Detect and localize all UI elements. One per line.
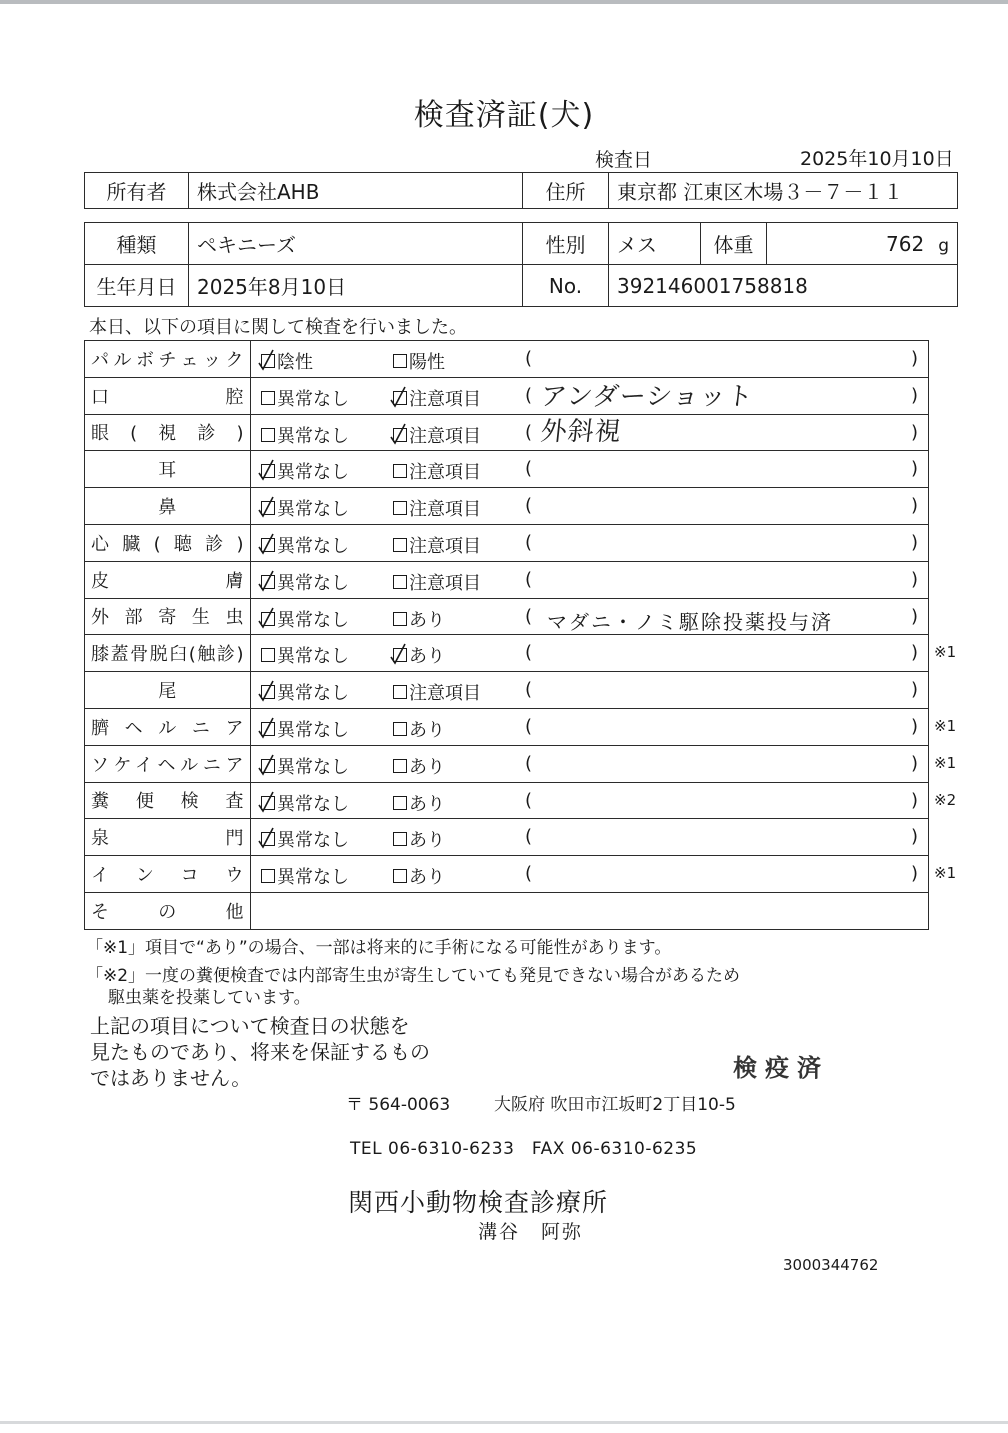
item-options (251, 561, 929, 598)
option-checkbox (393, 863, 445, 889)
checkbox-icon (261, 391, 275, 405)
option-label: あり (409, 793, 445, 815)
option-checkbox (393, 348, 445, 374)
clinic-name: 関西小動物検査診療所 (348, 1188, 609, 1217)
option-label: 異常なし (277, 830, 349, 852)
option-checkbox (261, 826, 349, 852)
item-name: 眼(視診) (85, 414, 251, 451)
option-checkbox (261, 716, 349, 742)
paren-open: ( (525, 531, 533, 553)
paren-close: ) (911, 679, 919, 701)
paren-close: ) (911, 531, 919, 553)
reference-mark: ※1 (934, 717, 957, 735)
option-checkbox (393, 606, 445, 632)
item-options (251, 488, 929, 525)
paren-close: ) (911, 568, 919, 590)
item-note: マダニ・ノミ駆除投薬投与済 (547, 609, 833, 634)
reference-mark: ※1 (934, 864, 957, 883)
item-options (251, 708, 929, 745)
checkbox-icon (393, 648, 407, 662)
inspection-row (85, 451, 929, 488)
inspection-row (85, 819, 929, 856)
option-label: あり (409, 609, 445, 631)
item-options (251, 856, 929, 893)
item-options (251, 745, 929, 782)
option-checkbox (393, 532, 481, 558)
inspection-row (85, 745, 929, 782)
checkbox-icon (393, 354, 407, 368)
option-label: 異常なし (277, 609, 349, 631)
weight-value: 762 (886, 231, 925, 256)
option-label: 注意項目 (409, 572, 481, 594)
item-name: ソケイヘルニア (85, 745, 251, 782)
document-title: 検査済証(犬) (413, 98, 595, 133)
option-label: 陽性 (409, 352, 445, 373)
item-options (251, 782, 929, 819)
option-checkbox (393, 422, 481, 448)
inspection-row (85, 377, 929, 414)
address-label: 住所 (523, 173, 609, 209)
inspection-row (85, 414, 929, 451)
serial-number: 3000344762 (783, 1256, 879, 1274)
paren-close: ) (911, 715, 919, 737)
option-checkbox (261, 753, 349, 779)
checkbox-icon (393, 685, 407, 699)
item-name: インコウ (85, 856, 251, 893)
item-options (251, 414, 929, 451)
checkbox-icon (393, 612, 407, 626)
item-options (251, 451, 929, 488)
reference-mark: ※1 (934, 753, 957, 772)
option-label: 異常なし (277, 756, 349, 778)
check-mark-icon (258, 533, 274, 555)
item-options (251, 377, 929, 414)
paren-close: ) (911, 458, 919, 480)
item-options (251, 635, 929, 672)
inspection-row (85, 672, 929, 709)
inspection-row (85, 782, 929, 819)
check-mark-icon (258, 459, 274, 481)
paren-open: ( (525, 458, 533, 480)
weight-cell (767, 223, 958, 265)
item-name: 外部寄生虫 (85, 598, 251, 635)
item-options (251, 598, 929, 635)
birth-value: 2025年8月10日 (189, 265, 523, 307)
option-checkbox (393, 569, 481, 595)
inspection-row (85, 488, 929, 525)
option-checkbox (393, 716, 445, 742)
item-name: 鼻 (85, 488, 251, 525)
checkbox-icon (261, 612, 275, 626)
option-checkbox (393, 385, 481, 411)
option-label: 注意項目 (409, 388, 481, 410)
option-label: 注意項目 (409, 683, 481, 705)
checkbox-icon (261, 428, 275, 442)
option-label: 異常なし (277, 793, 349, 815)
weight-label: 体重 (701, 223, 767, 265)
checkbox-icon (393, 759, 407, 773)
item-name: 糞便検査 (85, 782, 251, 819)
paren-open: ( (525, 752, 533, 774)
checkbox-icon (393, 391, 407, 405)
checkbox-icon (393, 428, 407, 442)
option-checkbox (261, 642, 349, 668)
item-name: 口腔 (85, 377, 251, 414)
item-name: 膝蓋骨脱臼(触診) (85, 635, 251, 672)
birth-label: 生年月日 (85, 265, 189, 307)
inspection-row (85, 561, 929, 598)
option-checkbox (261, 679, 349, 705)
checkbox-icon (261, 648, 275, 662)
paren-close: ) (911, 642, 919, 664)
option-checkbox (261, 495, 349, 521)
option-checkbox (393, 679, 481, 705)
checkbox-icon (393, 722, 407, 736)
check-mark-icon (258, 607, 274, 629)
option-checkbox (261, 422, 349, 448)
item-name: パルボチェック (85, 341, 251, 378)
check-mark-icon (258, 791, 274, 813)
checkbox-icon (261, 501, 275, 515)
inspection-row (85, 635, 929, 672)
checkbox-icon (261, 575, 275, 589)
option-label: あり (409, 756, 445, 778)
option-checkbox (261, 385, 349, 411)
disclaimer-line: 上記の項目について検査日の状態を (90, 1014, 410, 1038)
option-label: 注意項目 (409, 462, 481, 484)
check-mark-icon (258, 680, 274, 702)
option-label: 異常なし (277, 719, 349, 741)
checkbox-icon (393, 832, 407, 846)
option-checkbox (261, 863, 349, 889)
option-checkbox (261, 532, 349, 558)
inspection-row (85, 341, 929, 378)
option-checkbox (393, 495, 481, 521)
item-name: 皮膚 (85, 561, 251, 598)
option-label: 異常なし (277, 646, 349, 668)
inspected-stamp: 検疫済 (733, 1054, 829, 1082)
other-row (85, 892, 929, 929)
checkbox-icon (261, 796, 275, 810)
option-checkbox (393, 458, 481, 484)
option-checkbox (261, 569, 349, 595)
option-checkbox (261, 606, 349, 632)
inspection-row (85, 856, 929, 893)
paren-open: ( (525, 679, 533, 701)
reference-mark: ※1 (934, 643, 957, 662)
clinic-postal-code: 〒 564-0063 (346, 1095, 451, 1115)
checkbox-icon (393, 464, 407, 478)
breed-label: 種類 (85, 223, 189, 265)
paren-open: ( (525, 863, 533, 885)
checkbox-icon (393, 501, 407, 515)
check-mark-icon (390, 386, 406, 408)
microchip-number: 392146001758818 (609, 265, 958, 307)
owner-address: 東京都 江東区木場３－７－１１ (609, 173, 958, 209)
option-label: あり (409, 719, 445, 741)
checkbox-icon (261, 722, 275, 736)
option-checkbox (393, 790, 445, 816)
option-label: 陰性 (277, 352, 313, 373)
item-name: 尾 (85, 672, 251, 709)
item-options (251, 341, 929, 378)
inspection-row (85, 524, 929, 561)
disclaimer-line: 見たものであり、将来を保証するもの (90, 1040, 430, 1064)
option-label: あり (409, 867, 445, 889)
paren-close: ) (911, 752, 919, 774)
handwritten-note: 外斜視 (539, 416, 624, 447)
paren-close: ) (911, 421, 919, 443)
intro-text: 本日、以下の項目に関して検査を行いました。 (89, 317, 467, 338)
option-label: 異常なし (277, 572, 349, 594)
scan-edge (0, 0, 1008, 4)
owner-name: 株式会社AHB (189, 173, 523, 209)
check-mark-icon (390, 643, 406, 665)
option-checkbox (261, 790, 349, 816)
item-options (251, 672, 929, 709)
check-mark-icon (258, 754, 274, 776)
option-label: 異常なし (277, 425, 349, 447)
sex-value: メス (609, 223, 701, 265)
no-label: No. (523, 265, 609, 307)
item-name: 泉門 (85, 819, 251, 856)
paren-close: ) (911, 863, 919, 885)
checkbox-icon (393, 575, 407, 589)
weight-unit: g (938, 235, 949, 256)
checkbox-icon (393, 796, 407, 810)
paren-close: ) (911, 495, 919, 517)
item-name: 耳 (85, 451, 251, 488)
item-name: 心臓(聴診) (85, 524, 251, 561)
handwritten-note: アンダーショット (539, 381, 756, 412)
paren-close: ) (911, 605, 919, 627)
paren-open: ( (525, 495, 533, 517)
option-checkbox (261, 458, 349, 484)
reference-mark: ※2 (934, 790, 957, 809)
checkbox-icon (261, 832, 275, 846)
inspection-row (85, 598, 929, 635)
paren-close: ) (911, 826, 919, 848)
footnote-1: 「※1」項目で“あり”の場合、一部は将来的に手術になる可能性があります。 (86, 938, 672, 958)
check-mark-icon (258, 570, 274, 592)
clinic-address: 大阪府 吹田市江坂町2丁目10-5 (494, 1095, 736, 1115)
option-checkbox (393, 826, 445, 852)
paren-close: ) (911, 348, 919, 369)
option-label: 注意項目 (409, 499, 481, 521)
owner-table (84, 172, 958, 209)
check-mark-icon (390, 423, 406, 445)
check-mark-icon (258, 349, 274, 371)
option-label: 異常なし (277, 683, 349, 705)
option-label: あり (409, 830, 445, 852)
option-label: あり (409, 646, 445, 668)
paren-open: ( (525, 715, 533, 737)
pet-table (84, 222, 958, 307)
option-label: 注意項目 (409, 425, 481, 447)
paren-open: ( (525, 384, 533, 406)
inspection-date-label: 検査日 (595, 149, 653, 171)
check-mark-icon (258, 827, 274, 849)
option-checkbox (261, 348, 313, 374)
sex-label: 性別 (523, 223, 609, 265)
checkbox-icon (261, 759, 275, 773)
paren-open: ( (525, 568, 533, 590)
option-label: 異常なし (277, 867, 349, 889)
inspection-items-table (84, 340, 929, 930)
checkbox-icon (261, 685, 275, 699)
footnote-2-line2: 駆虫薬を投薬しています。 (108, 988, 311, 1008)
option-label: 異常なし (277, 499, 349, 521)
paren-open: ( (525, 421, 533, 443)
option-label: 注意項目 (409, 535, 481, 557)
other-value (251, 892, 929, 929)
paren-open: ( (525, 605, 533, 627)
paren-close: ) (911, 789, 919, 811)
item-options (251, 524, 929, 561)
option-checkbox (393, 753, 445, 779)
clinic-phone-fax: TEL 06-6310-6233 FAX 06-6310-6235 (350, 1139, 698, 1159)
disclaimer (90, 1013, 430, 1091)
checkbox-icon (393, 538, 407, 552)
paren-open: ( (525, 789, 533, 811)
checkbox-icon (261, 464, 275, 478)
paren-open: ( (525, 826, 533, 848)
paren-open: ( (525, 642, 533, 664)
disclaimer-line: ではありません。 (90, 1066, 252, 1090)
option-label: 異常なし (277, 535, 349, 557)
item-name: 臍ヘルニア (85, 708, 251, 745)
checkbox-icon (261, 869, 275, 883)
option-label: 異常なし (277, 462, 349, 484)
paren-close: ) (911, 384, 919, 406)
checkbox-icon (393, 869, 407, 883)
other-label: その他 (85, 892, 251, 929)
option-checkbox (393, 642, 445, 668)
check-mark-icon (258, 717, 274, 739)
owner-label: 所有者 (85, 173, 189, 209)
footnote-2-line1: 「※2」一度の糞便検査では内部寄生虫が寄生していても発見できない場合があるため (86, 966, 741, 986)
scan-edge (0, 1421, 1008, 1424)
option-label: 異常なし (277, 388, 349, 410)
inspection-row (85, 708, 929, 745)
breed-value: ペキニーズ (189, 223, 523, 265)
item-options (251, 819, 929, 856)
doctor-name: 溝谷 阿弥 (478, 1221, 584, 1243)
checkbox-icon (261, 538, 275, 552)
check-mark-icon (258, 496, 274, 518)
inspection-date: 2025年10月10日 (800, 148, 954, 170)
paren-open: ( (525, 348, 533, 369)
checkbox-icon (261, 354, 275, 368)
